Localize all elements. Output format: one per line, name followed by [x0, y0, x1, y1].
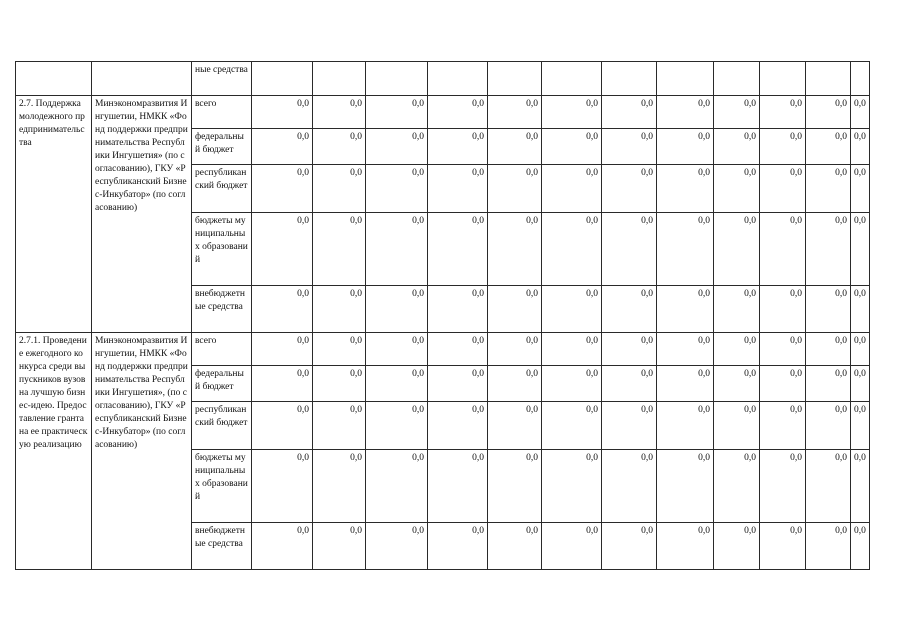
value-cell: 0,0	[657, 523, 714, 570]
value-cell: 0,0	[313, 96, 366, 129]
value-cell: 0,0	[428, 450, 488, 523]
executor-cell: Минэкономразвития Ингушетии, НМКК «Фонд поддержки предпринимательства Республики Ингушетия» (по согласованию), ГКУ «Республиканский Бизнес-Инкубатор» (по согласованию)	[92, 96, 192, 333]
funding-source-cell: всего	[192, 96, 252, 129]
budget-table	[15, 61, 870, 570]
value-cell: 0,0	[252, 450, 313, 523]
value-cell	[851, 62, 870, 96]
value-cell: 0,0	[806, 129, 851, 165]
value-cell: 0,0	[806, 96, 851, 129]
value-cell: 0,0	[714, 450, 760, 523]
value-cell	[806, 62, 851, 96]
value-cell: 0,0	[366, 333, 428, 366]
value-cell	[313, 62, 366, 96]
value-cell: 0,0	[366, 286, 428, 333]
value-cell: 0,0	[714, 402, 760, 450]
value-cell: 0,0	[542, 333, 602, 366]
value-cell	[542, 62, 602, 96]
value-cell: 0,0	[760, 523, 806, 570]
value-cell: 0,0	[657, 286, 714, 333]
value-cell: 0,0	[806, 333, 851, 366]
value-cell: 0,0	[366, 165, 428, 213]
value-cell: 0,0	[428, 402, 488, 450]
value-cell: 0,0	[806, 165, 851, 213]
value-cell: 0,0	[252, 333, 313, 366]
value-cell: 0,0	[313, 450, 366, 523]
value-cell: 0,0	[602, 523, 657, 570]
funding-source-cell: внебюджетные средства	[192, 286, 252, 333]
value-cell: 0,0	[252, 96, 313, 129]
value-cell: 0,0	[602, 165, 657, 213]
value-cell: 0,0	[428, 165, 488, 213]
funding-source-cell: бюджеты муниципальных образований	[192, 450, 252, 523]
value-cell: 0,0	[851, 366, 870, 402]
value-cell: 0,0	[851, 333, 870, 366]
value-cell	[657, 62, 714, 96]
value-cell: 0,0	[806, 286, 851, 333]
value-cell: 0,0	[760, 213, 806, 286]
value-cell: 0,0	[714, 129, 760, 165]
value-cell: 0,0	[428, 213, 488, 286]
value-cell: 0,0	[657, 165, 714, 213]
value-cell: 0,0	[428, 286, 488, 333]
executor-cell: Минэкономразвития Ингушетии, НМКК «Фонд поддержки предпринимательства Республики Ингушетия», (по согласованию), ГКУ «Республиканский Бизнес-Инкубатор» (по согласованию)	[92, 333, 192, 570]
value-cell: 0,0	[806, 523, 851, 570]
value-cell: 0,0	[252, 366, 313, 402]
value-cell: 0,0	[488, 333, 542, 366]
value-cell: 0,0	[760, 333, 806, 366]
value-cell: 0,0	[714, 333, 760, 366]
executor-cell	[92, 62, 192, 96]
value-cell: 0,0	[542, 213, 602, 286]
value-cell: 0,0	[428, 96, 488, 129]
value-cell: 0,0	[313, 333, 366, 366]
value-cell: 0,0	[602, 213, 657, 286]
value-cell: 0,0	[488, 96, 542, 129]
value-cell: 0,0	[313, 523, 366, 570]
value-cell: 0,0	[714, 523, 760, 570]
value-cell: 0,0	[488, 402, 542, 450]
value-cell: 0,0	[313, 402, 366, 450]
value-cell: 0,0	[542, 96, 602, 129]
value-cell: 0,0	[366, 96, 428, 129]
value-cell: 0,0	[760, 96, 806, 129]
value-cell: 0,0	[806, 402, 851, 450]
value-cell: 0,0	[602, 129, 657, 165]
value-cell: 0,0	[714, 366, 760, 402]
table-row	[16, 333, 870, 366]
value-cell: 0,0	[602, 402, 657, 450]
value-cell: 0,0	[488, 129, 542, 165]
funding-source-cell: федеральный бюджет	[192, 129, 252, 165]
value-cell: 0,0	[851, 129, 870, 165]
value-cell: 0,0	[851, 523, 870, 570]
value-cell: 0,0	[657, 129, 714, 165]
value-cell: 0,0	[714, 286, 760, 333]
value-cell: 0,0	[602, 450, 657, 523]
value-cell: 0,0	[313, 213, 366, 286]
value-cell: 0,0	[366, 129, 428, 165]
value-cell: 0,0	[366, 450, 428, 523]
value-cell: 0,0	[313, 165, 366, 213]
section-name-cell: 2.7.1. Проведение ежегодного конкурса среди выпускников вузов на лучшую бизнес-идею. Предоставление гранта на ее практическую реализацию	[16, 333, 92, 570]
funding-source-cell: республиканский бюджет	[192, 165, 252, 213]
value-cell: 0,0	[542, 165, 602, 213]
value-cell: 0,0	[602, 286, 657, 333]
value-cell: 0,0	[851, 286, 870, 333]
value-cell: 0,0	[366, 213, 428, 286]
value-cell: 0,0	[760, 366, 806, 402]
value-cell: 0,0	[760, 129, 806, 165]
funding-source-cell: всего	[192, 333, 252, 366]
value-cell: 0,0	[252, 286, 313, 333]
value-cell: 0,0	[428, 333, 488, 366]
value-cell	[488, 62, 542, 96]
value-cell	[714, 62, 760, 96]
value-cell: 0,0	[714, 165, 760, 213]
value-cell: 0,0	[488, 213, 542, 286]
funding-source-cell: республиканский бюджет	[192, 402, 252, 450]
value-cell: 0,0	[428, 129, 488, 165]
section-name-cell: 2.7. Поддержка молодежного предпринимательства	[16, 96, 92, 333]
value-cell: 0,0	[542, 129, 602, 165]
value-cell: 0,0	[657, 366, 714, 402]
value-cell: 0,0	[542, 286, 602, 333]
value-cell: 0,0	[366, 402, 428, 450]
value-cell: 0,0	[657, 96, 714, 129]
value-cell: 0,0	[806, 450, 851, 523]
value-cell	[760, 62, 806, 96]
value-cell: 0,0	[657, 213, 714, 286]
value-cell: 0,0	[851, 165, 870, 213]
funding-source-cell: внебюджетные средства	[192, 523, 252, 570]
value-cell: 0,0	[313, 129, 366, 165]
value-cell: 0,0	[657, 333, 714, 366]
value-cell: 0,0	[760, 402, 806, 450]
value-cell: 0,0	[602, 96, 657, 129]
funding-source-cell: бюджеты муниципальных образований	[192, 213, 252, 286]
value-cell: 0,0	[851, 213, 870, 286]
value-cell	[252, 62, 313, 96]
value-cell: 0,0	[366, 523, 428, 570]
value-cell: 0,0	[851, 450, 870, 523]
value-cell: 0,0	[760, 286, 806, 333]
value-cell: 0,0	[313, 366, 366, 402]
value-cell	[366, 62, 428, 96]
value-cell: 0,0	[851, 402, 870, 450]
value-cell: 0,0	[366, 366, 428, 402]
value-cell	[428, 62, 488, 96]
value-cell: 0,0	[313, 286, 366, 333]
value-cell: 0,0	[714, 213, 760, 286]
value-cell: 0,0	[657, 402, 714, 450]
value-cell: 0,0	[488, 286, 542, 333]
value-cell: 0,0	[851, 96, 870, 129]
value-cell: 0,0	[252, 213, 313, 286]
value-cell: 0,0	[657, 450, 714, 523]
table-row	[16, 96, 870, 129]
value-cell	[602, 62, 657, 96]
value-cell: 0,0	[428, 523, 488, 570]
value-cell: 0,0	[760, 165, 806, 213]
value-cell: 0,0	[602, 366, 657, 402]
section-name-cell	[16, 62, 92, 96]
value-cell: 0,0	[488, 366, 542, 402]
value-cell: 0,0	[488, 523, 542, 570]
table-row-continuation	[16, 62, 870, 96]
value-cell: 0,0	[428, 366, 488, 402]
value-cell: 0,0	[602, 333, 657, 366]
value-cell: 0,0	[542, 450, 602, 523]
value-cell: 0,0	[542, 366, 602, 402]
funding-source-cell: федеральный бюджет	[192, 366, 252, 402]
value-cell: 0,0	[806, 366, 851, 402]
value-cell: 0,0	[542, 523, 602, 570]
value-cell: 0,0	[714, 96, 760, 129]
value-cell: 0,0	[252, 402, 313, 450]
value-cell: 0,0	[252, 523, 313, 570]
value-cell: 0,0	[806, 213, 851, 286]
value-cell: 0,0	[488, 165, 542, 213]
funding-source-cell: ные средства	[192, 62, 252, 96]
value-cell: 0,0	[760, 450, 806, 523]
value-cell: 0,0	[252, 165, 313, 213]
value-cell: 0,0	[542, 402, 602, 450]
value-cell: 0,0	[488, 450, 542, 523]
value-cell: 0,0	[252, 129, 313, 165]
